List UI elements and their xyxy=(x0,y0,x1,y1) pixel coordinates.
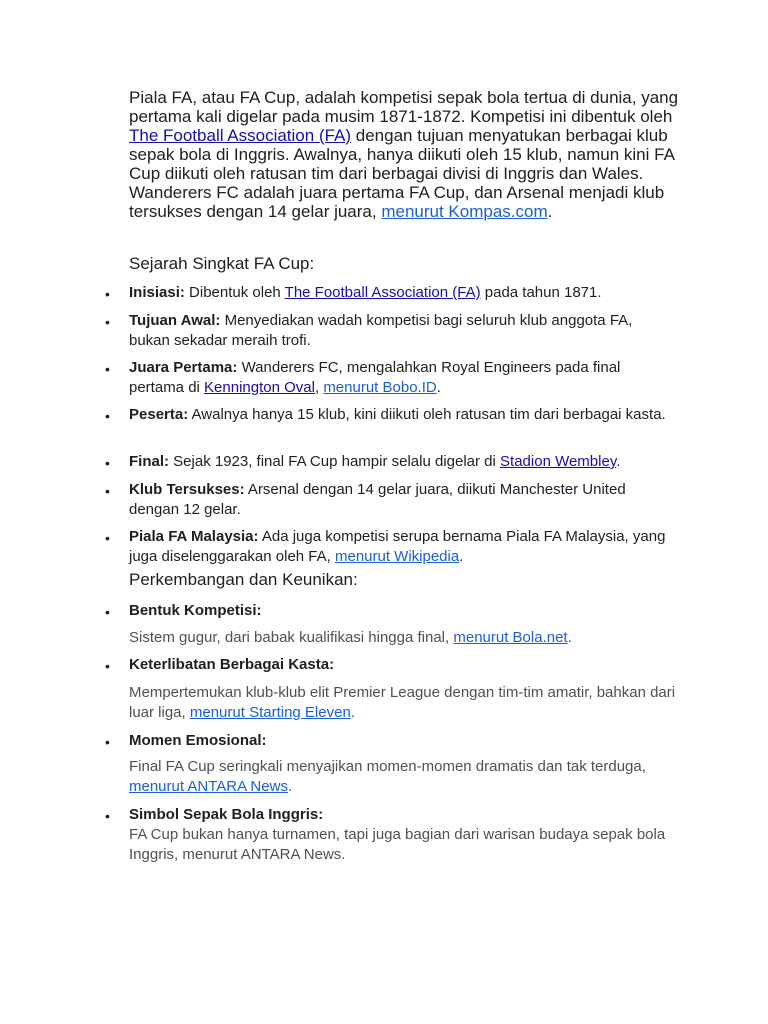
intro-paragraph xyxy=(129,88,681,221)
history-item-text xyxy=(129,405,677,425)
desc-end: . xyxy=(287,778,293,795)
bullet-icon: • xyxy=(105,604,110,620)
link-bola-net[interactable]: menurut Bola.net xyxy=(453,629,568,646)
intro-link-kompas[interactable]: menurut Kompas.com xyxy=(381,202,548,221)
item-body: Dibentuk oleh xyxy=(184,284,285,301)
item-label: Inisiasi: xyxy=(129,284,185,301)
bullet-icon: • xyxy=(105,483,110,499)
dev-item-desc xyxy=(129,825,677,865)
item-body: Ada juga kompetisi serupa bernama Piala FA Malaysia, yang juga diselenggarakan oleh FA, xyxy=(129,528,666,565)
history-item-text xyxy=(129,283,677,303)
link-stadion-wembley[interactable]: Stadion Wembley xyxy=(500,453,617,470)
bullet-icon: • xyxy=(105,658,110,674)
intro-text-1: Piala FA, atau FA Cup, adalah kompetisi sepak bola tertua di dunia, yang pertama kali digelar pada musim 1871-1872. Kompetisi ini dibentuk oleh xyxy=(129,88,679,126)
link-fa[interactable]: The Football Association (FA) xyxy=(284,284,481,301)
history-heading: Sejarah Singkat FA Cup: xyxy=(129,254,315,273)
link-bobo[interactable]: menurut Bobo.ID xyxy=(323,379,437,396)
dev-item-label-line xyxy=(129,805,677,825)
bullet-icon: • xyxy=(105,408,110,424)
link-wikipedia[interactable]: menurut Wikipedia xyxy=(334,548,460,565)
item-label: Keterlibatan Berbagai Kasta: xyxy=(129,656,335,673)
dev-item-label-line xyxy=(129,731,677,751)
item-body-end: . xyxy=(436,379,441,396)
item-label: Juara Pertama: xyxy=(129,359,238,376)
dev-item-desc xyxy=(129,683,677,723)
item-body-end: . xyxy=(459,548,464,565)
intro-link-fa[interactable]: The Football Association (FA) xyxy=(129,126,352,145)
bullet-icon: • xyxy=(105,530,110,546)
item-label: Bentuk Kompetisi: xyxy=(129,602,262,619)
link-starting-eleven[interactable]: menurut Starting Eleven xyxy=(189,704,351,721)
item-label: Momen Emosional: xyxy=(129,732,267,749)
item-label: Piala FA Malaysia: xyxy=(129,528,259,545)
intro-text-2: dengan tujuan menyatukan berbagai klub sepak bola di Inggris. Awalnya, hanya diikuti oleh 15 klub, namun kini FA Cup diikuti oleh ratusan tim dari berbagai divisi di Inggris dan Wales. Wanderers FC adalah juara pertama FA Cup, dan Arsenal menjadi klub tersukses dengan 14 gelar juara, xyxy=(129,126,674,221)
desc-end: . xyxy=(567,629,572,646)
item-body: Wanderers FC, mengalahkan Royal Engineers pada final pertama di xyxy=(129,359,621,396)
history-item-text xyxy=(129,452,677,472)
item-label: Tujuan Awal: xyxy=(129,312,221,329)
history-item-text xyxy=(129,311,677,351)
bullet-icon: • xyxy=(105,361,110,377)
dev-item-desc xyxy=(129,757,677,797)
bullet-icon: • xyxy=(105,286,110,302)
dev-item-label-line xyxy=(129,601,677,621)
item-sep: , xyxy=(314,379,324,396)
bullet-icon: • xyxy=(105,314,110,330)
bullet-icon: • xyxy=(105,734,110,750)
desc-text: Mempertemukan klub-klub elit Premier League dengan tim-tim amatir, bahkan dari luar liga, xyxy=(129,684,676,721)
desc-end: . xyxy=(350,704,355,721)
item-label: Peserta: xyxy=(129,406,189,423)
link-kennington-oval[interactable]: Kennington Oval xyxy=(204,379,315,396)
item-label: Final: xyxy=(129,453,169,470)
item-body-end: . xyxy=(616,453,621,470)
history-item-text xyxy=(129,527,677,567)
item-body: Sejak 1923, final FA Cup hampir selalu digelar di xyxy=(169,453,501,470)
item-label: Klub Tersukses: xyxy=(129,481,245,498)
item-body: Arsenal dengan 14 gelar juara, diikuti Manchester United dengan 12 gelar. xyxy=(129,481,626,518)
history-item-text xyxy=(129,358,677,398)
desc-text: Sistem gugur, dari babak kualifikasi hingga final, xyxy=(129,629,454,646)
history-item-text xyxy=(129,480,677,520)
dev-item-label-line xyxy=(129,655,677,675)
item-label: Simbol Sepak Bola Inggris: xyxy=(129,806,324,823)
bullet-icon: • xyxy=(105,455,110,471)
item-body-end: pada tahun 1871. xyxy=(480,284,602,301)
item-body: Menyediakan wadah kompetisi bagi seluruh klub anggota FA, bukan sekadar meraih trofi. xyxy=(129,312,633,349)
desc-text: Final FA Cup seringkali menyajikan momen-momen dramatis dan tak terduga, xyxy=(129,758,646,775)
dev-item-desc xyxy=(129,628,677,648)
desc-text: FA Cup bukan hanya turnamen, tapi juga bagian dari warisan budaya sepak bola Inggris, menurut ANTARA News. xyxy=(129,826,666,863)
item-body: Awalnya hanya 15 klub, kini diikuti oleh ratusan tim dari berbagai kasta. xyxy=(188,406,666,423)
link-antara-news[interactable]: menurut ANTARA News xyxy=(129,778,288,795)
intro-text-3: . xyxy=(547,202,553,221)
bullet-icon: • xyxy=(105,808,110,824)
dev-heading: Perkembangan dan Keunikan: xyxy=(129,570,358,589)
